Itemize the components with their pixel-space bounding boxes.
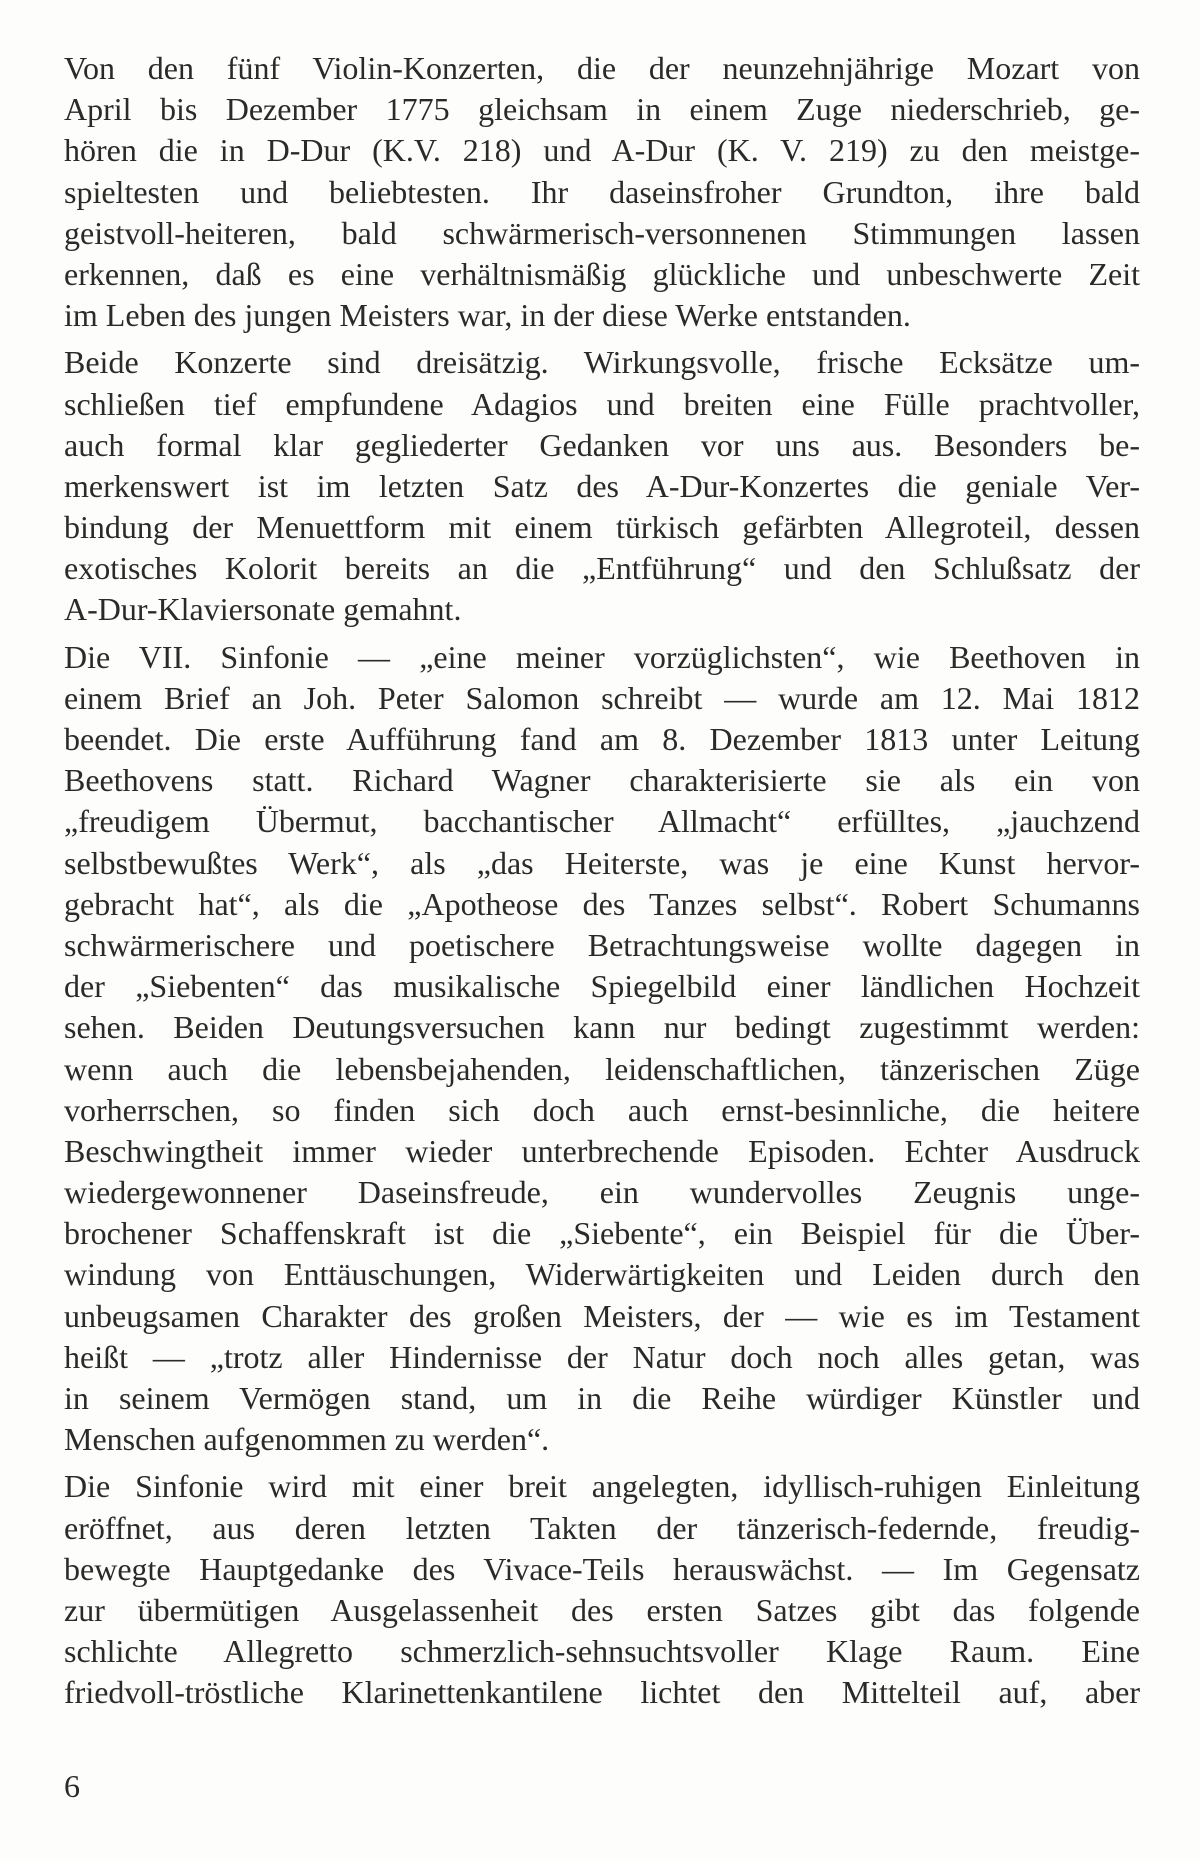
paragraph-mozart-concertos (64, 48, 1140, 336)
text-line: hören die in D-Dur (K.V. 218) und A-Dur (K. V. 219) zu den meistge- (64, 132, 1140, 169)
text-line: Beschwingtheit immer wieder unterbrechende Episoden. Echter Ausdruck (64, 1132, 1140, 1169)
text-line: merkenswert ist im letzten Satz des A-Dur-Konzertes die geniale Ver- (64, 467, 1140, 504)
text-line: vorherrschen, so finden sich doch auch ernst-besinnliche, die heitere (64, 1091, 1140, 1128)
text-line: spieltesten und beliebtesten. Ihr daseinsfroher Grundton, ihre bald (64, 173, 1140, 210)
text-line: Beide Konzerte sind dreisätzig. Wirkungsvolle, frische Ecksätze um- (64, 344, 1140, 381)
text-line: auch formal klar gegliederter Gedanken vor uns aus. Besonders be- (64, 426, 1140, 463)
text-line: erkennen, daß es eine verhältnismäßig glückliche und unbeschwerte Zeit (64, 255, 1140, 292)
text-line: gebracht hat“, als die „Apotheose des Tanzes selbst“. Robert Schumanns (64, 885, 1140, 922)
text-line: exotisches Kolorit bereits an die „Entführung“ und den Schlußsatz der (64, 550, 1140, 587)
text-line: heißt — „trotz aller Hindernisse der Natur doch noch alles getan, was (64, 1338, 1140, 1375)
text-line: bindung der Menuettform mit einem türkisch gefärbten Allegroteil, dessen (64, 509, 1140, 546)
paragraph-beethoven-seventh (64, 637, 1140, 1461)
text-line: „freudigem Übermut, bacchantischer Allmacht“ erfülltes, „jauchzend (64, 803, 1140, 840)
text-line: brochener Schaffenskraft ist die „Siebente“, ein Beispiel für die Über- (64, 1215, 1140, 1252)
text-line: im Leben des jungen Meisters war, in der diese Werke entstanden. (64, 297, 911, 334)
text-line: A-Dur-Klaviersonate gemahnt. (64, 591, 462, 628)
paragraph-symphony-structure (64, 1466, 1140, 1713)
text-line: Die VII. Sinfonie — „eine meiner vorzüglichsten“, wie Beethoven in (64, 638, 1140, 675)
text-line: zur übermütigen Ausgelassenheit des ersten Satzes gibt das folgende (64, 1591, 1140, 1628)
paragraph-concerto-movements (64, 342, 1140, 630)
text-line: selbstbewußtes Werk“, als „das Heiterste, was je eine Kunst hervor- (64, 844, 1140, 881)
text-line: wenn auch die lebensbejahenden, leidenschaftlichen, tänzerischen Züge (64, 1050, 1140, 1087)
text-line: beendet. Die erste Aufführung fand am 8. Dezember 1813 unter Leitung (64, 721, 1140, 757)
text-line: in seinem Vermögen stand, um in die Reihe würdiger Künstler und (64, 1380, 1140, 1416)
text-line: wiedergewonnener Daseinsfreude, ein wundervolles Zeugnis unge- (64, 1174, 1140, 1211)
text-line: windung von Enttäuschungen, Widerwärtigkeiten und Leiden durch den (64, 1256, 1140, 1293)
text-line: friedvoll-tröstliche Klarinettenkantilene lichtet den Mittelteil auf, aber (64, 1674, 1140, 1711)
text-line: Menschen aufgenommen zu werden“. (64, 1421, 550, 1458)
text-line: einem Brief an Joh. Peter Salomon schreibt — wurde am 12. Mai 1812 (64, 679, 1140, 716)
text-line: Von den fünf Violin-Konzerten, die der neunzehnjährige Mozart von (64, 50, 1140, 86)
text-line: bewegte Hauptgedanke des Vivace-Teils herauswächst. — Im Gegensatz (64, 1550, 1140, 1587)
text-line: unbeugsamen Charakter des großen Meisters, der — wie es im Testament (64, 1297, 1140, 1334)
text-line: Beethovens statt. Richard Wagner charakterisierte sie als ein von (64, 762, 1140, 799)
text-line: schwärmerischere und poetischere Betrachtungsweise wollte dagegen in (64, 926, 1140, 963)
text-line: geistvoll-heiteren, bald schwärmerisch-versonnenen Stimmungen lassen (64, 214, 1140, 251)
text-line: schlichte Allegretto schmerzlich-sehnsuchtsvoller Klage Raum. Eine (64, 1633, 1140, 1670)
text-line: April bis Dezember 1775 gleichsam in einem Zuge niederschrieb, ge- (64, 91, 1140, 128)
page-number: 6 (64, 1768, 80, 1804)
body-text (64, 48, 1140, 1714)
text-line: schließen tief empfundene Adagios und breiten eine Fülle prachtvoller, (64, 385, 1140, 422)
text-line: sehen. Beiden Deutungsversuchen kann nur bedingt zugestimmt werden: (64, 1009, 1140, 1046)
text-line: der „Siebenten“ das musikalische Spiegelbild einer ländlichen Hochzeit (64, 968, 1140, 1005)
text-line: Die Sinfonie wird mit einer breit angelegten, idyllisch-ruhigen Einleitung (64, 1468, 1140, 1505)
text-line: eröffnet, aus deren letzten Takten der tänzerisch-federnde, freudig- (64, 1509, 1140, 1546)
